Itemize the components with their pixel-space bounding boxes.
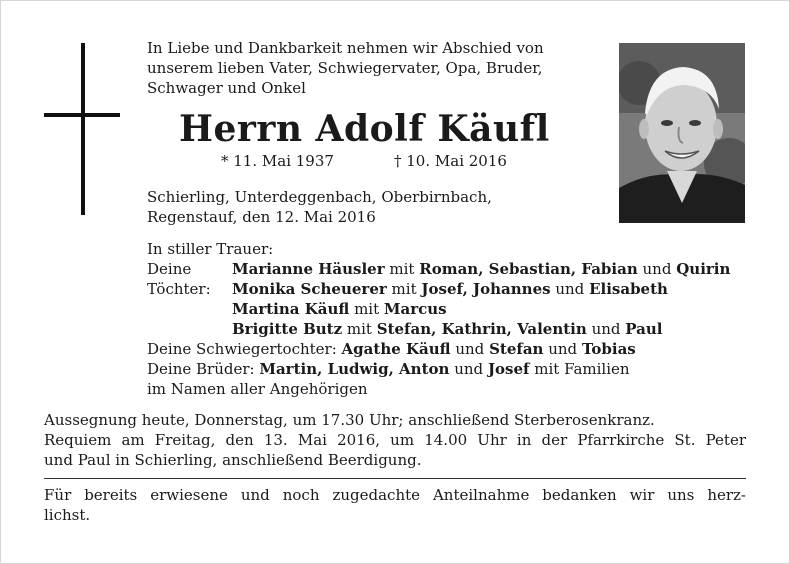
thanks-line: Für bereits erwiesene und noch zugedachte Anteilnahme bedanken wir uns herz- <box>44 486 746 504</box>
intro-line: Schwager und Onkel <box>147 79 306 97</box>
service-line: und Paul in Schierling, anschließend Beerdigung. <box>44 451 422 469</box>
service-info <box>44 410 746 470</box>
closing-line: im Namen aller Angehörigen <box>147 380 368 398</box>
service-line: Requiem am Freitag, den 13. Mai 2016, um 14.00 Uhr in der Pfarrkirche St. Peter <box>44 431 746 449</box>
intro-line: In Liebe und Dankbarkeit nehmen wir Abschied von <box>147 39 544 57</box>
deceased-name: Herrn Adolf Käufl <box>179 108 550 150</box>
mourners-heading: In stiller Trauer: <box>147 240 274 258</box>
intro-line: unserem lieben Vater, Schwiegervater, Opa, Bruder, <box>147 59 543 77</box>
place-line: Regenstauf, den 12. Mai 2016 <box>147 208 376 226</box>
divider <box>44 478 746 479</box>
intro-text <box>147 38 597 98</box>
portrait-photo <box>619 43 745 223</box>
place-line: Schierling, Unterdeggenbach, Oberbirnbach, <box>147 188 492 206</box>
thanks-text <box>44 485 746 525</box>
birth-date: * 11. Mai 1937 <box>221 152 334 170</box>
death-date: † 10. Mai 2016 <box>394 152 507 170</box>
service-line: Aussegnung heute, Donnerstag, um 17.30 Uhr; anschließend Sterberosenkranz. <box>44 411 655 429</box>
thanks-line: lichst. <box>44 506 91 524</box>
daughters-label: Deine <box>147 260 192 278</box>
place-and-date <box>147 187 492 227</box>
daughters-label: Töchter: <box>147 280 211 298</box>
life-dates <box>221 151 507 171</box>
